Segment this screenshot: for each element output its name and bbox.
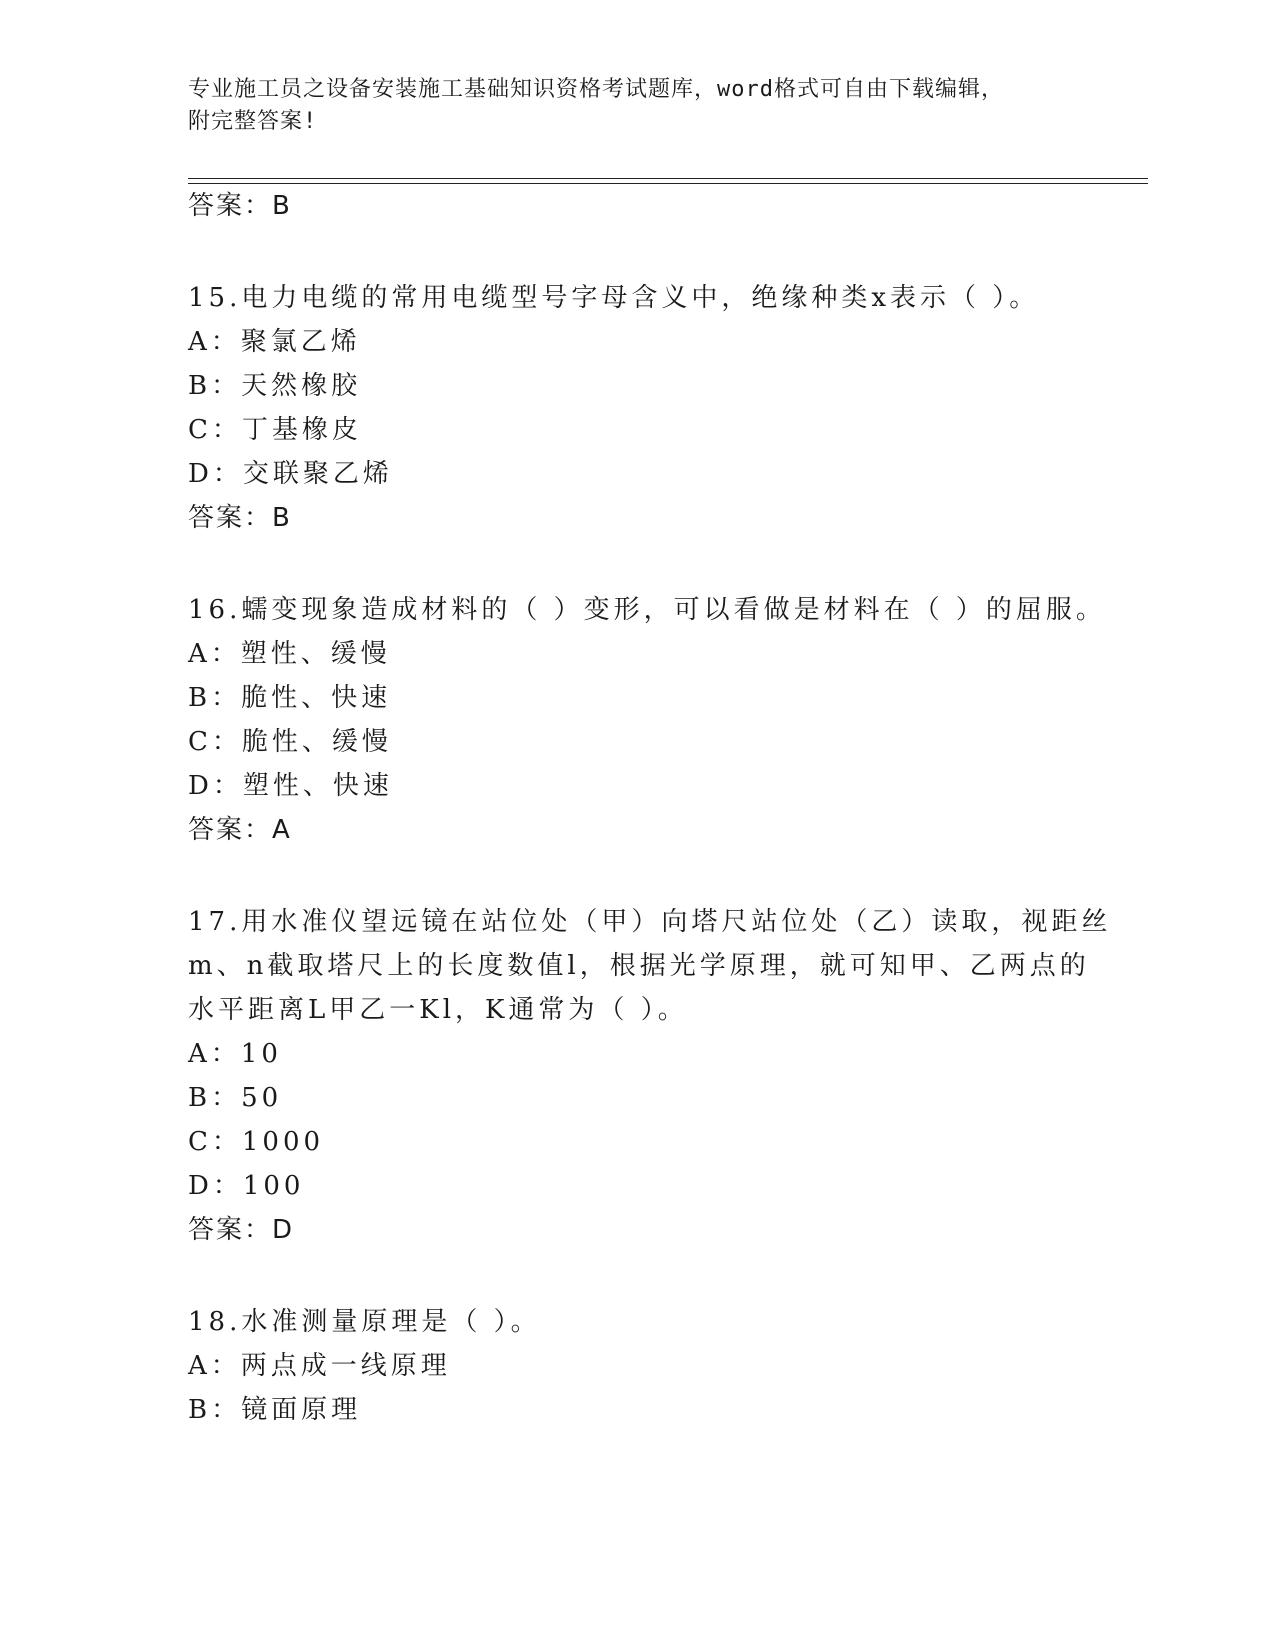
- question-16-option-a: A：塑性、缓慢: [188, 639, 391, 669]
- question-17-answer: 答案：D: [188, 1215, 295, 1245]
- answer-previous: 答案：B: [188, 191, 292, 221]
- question-17-option-d: D：100: [188, 1171, 305, 1201]
- question-16-option-d: D：塑性、快速: [188, 771, 393, 801]
- question-16-answer: 答案：A: [188, 815, 292, 845]
- question-15-option-d: D：交联聚乙烯: [188, 459, 393, 489]
- question-15-answer: 答案：B: [188, 503, 292, 533]
- question-17-text-line-1: 17.用水准仪望远镜在站位处（甲）向塔尺站位处（乙）读取，视距丝: [188, 907, 1112, 937]
- question-15-option-a: A：聚氯乙烯: [188, 327, 361, 357]
- question-16-option-c: C：脆性、缓慢: [188, 727, 392, 757]
- question-16-text: 16.蠕变现象造成材料的（ ）变形，可以看做是材料在（ ）的屈服。: [188, 595, 1106, 625]
- header-divider-top: [188, 178, 1148, 179]
- question-18-text: 18.水准测量原理是（ ）。: [188, 1307, 541, 1337]
- question-17-option-a: A：10: [188, 1039, 282, 1069]
- question-15-text: 15.电力电缆的常用电缆型号字母含义中，绝缘种类x表示（ ）。: [188, 283, 1040, 313]
- question-18-option-a: A：两点成一线原理: [188, 1351, 451, 1381]
- question-16-option-b: B：脆性、快速: [188, 683, 392, 713]
- header-divider-bottom: [188, 183, 1148, 184]
- document-header: [188, 74, 1068, 138]
- header-line-1: 专业施工员之设备安装施工基础知识资格考试题库，word格式可自由下载编辑，: [188, 77, 1004, 102]
- question-15-option-b: B：天然橡胶: [188, 371, 362, 401]
- question-17-text-line-2: m、n截取塔尺上的长度数值l，根据光学原理，就可知甲、乙两点的: [188, 951, 1090, 981]
- question-18-option-b: B：镜面原理: [188, 1395, 362, 1425]
- question-17-text-line-3: 水平距离L甲乙一Kl，K通常为（ ）。: [188, 995, 688, 1025]
- question-17-option-b: B：50: [188, 1083, 283, 1113]
- question-15-option-c: C：丁基橡皮: [188, 415, 362, 445]
- header-line-2: 附完整答案!: [188, 109, 318, 134]
- question-17-option-c: C：1000: [188, 1127, 325, 1157]
